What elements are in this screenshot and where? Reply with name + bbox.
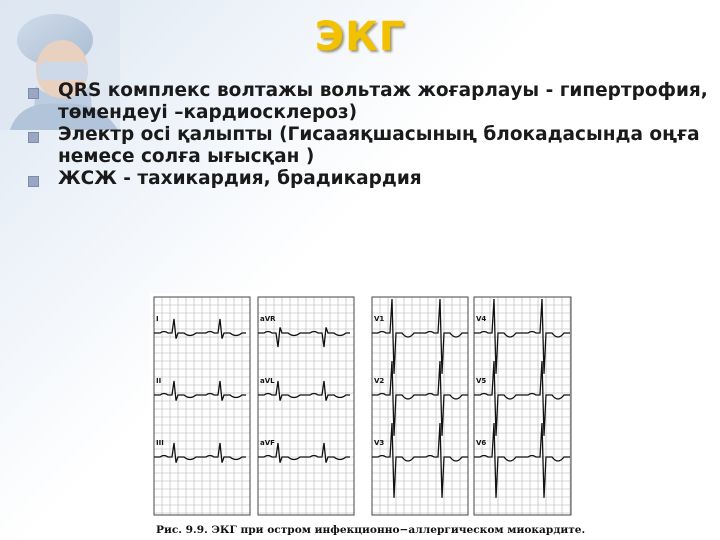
ecg-lead-label: aVR xyxy=(260,315,276,323)
ecg-lead-label: aVL xyxy=(260,377,275,385)
ecg-tracings xyxy=(150,293,575,517)
ecg-panel-border xyxy=(474,297,571,515)
slide-title: ЭКГ xyxy=(314,14,406,60)
bullet-item xyxy=(28,124,708,168)
ecg-lead-label: V6 xyxy=(476,439,487,447)
figure-caption: Рис. 9.9. ЭКГ при остром инфекционно−аллергическом миокардите. xyxy=(156,524,586,536)
bullet-text: ЖСЖ - тахикардия, брадикардия xyxy=(58,168,422,189)
ecg-figure xyxy=(150,293,586,540)
ecg-lead-label: III xyxy=(156,439,164,447)
bullet-square-icon xyxy=(28,176,39,187)
ecg-lead-label: V4 xyxy=(476,315,487,323)
ecg-lead-label: aVF xyxy=(260,439,275,447)
bullet-square-icon xyxy=(28,132,39,143)
bullet-item xyxy=(28,80,708,124)
bullet-text: QRS комплекс волтажы вольтаж жоғарлауы - гипертрофия, төмендеуі –кардиосклероз) xyxy=(58,80,708,123)
ecg-trace xyxy=(154,443,246,463)
ecg-lead-label: V2 xyxy=(374,377,385,385)
ecg-lead-label: II xyxy=(156,377,162,385)
ecg-lead-label: V5 xyxy=(476,377,487,385)
bullet-square-icon xyxy=(28,88,39,99)
bullet-list xyxy=(28,80,708,190)
ecg-lead-label: I xyxy=(156,315,159,323)
ecg-lead-label: V1 xyxy=(374,315,385,323)
ecg-lead-label: V3 xyxy=(374,439,385,447)
bullet-item xyxy=(28,168,708,190)
bullet-text: Электр осі қалыпты (Гисааяқшасының блокадасында оңға немесе солға ығысқан ) xyxy=(58,124,700,167)
ecg-trace xyxy=(154,381,246,401)
